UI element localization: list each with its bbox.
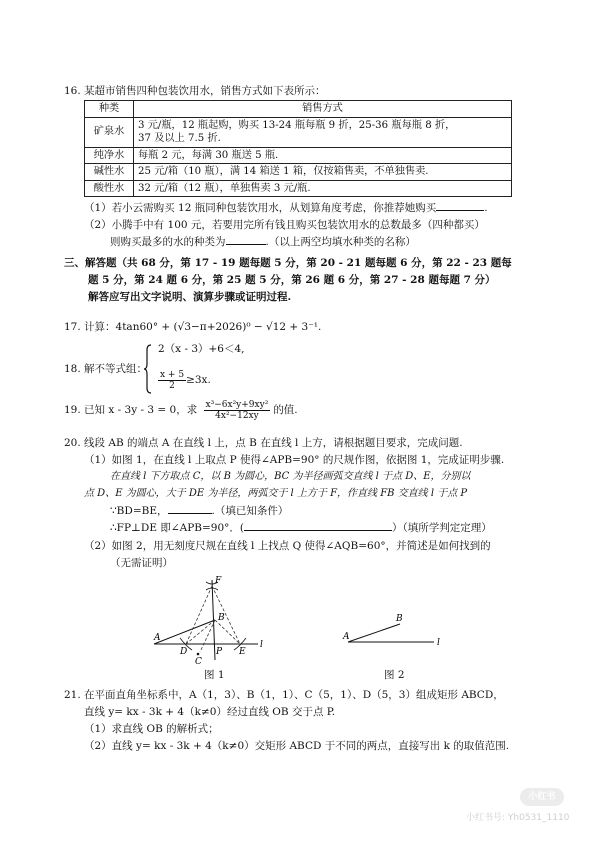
q20-part1-line5 [110, 521, 492, 535]
q20-part2-line1: （2）如图 2，用无刻度尺规在直线 l 上找点 Q 使得∠AQB=60°，并简述是如何找到的 [84, 540, 491, 552]
table-cell-type: 酸性水 [85, 180, 134, 197]
q16-part2-post: .（以上两空均填水种类的名称） [265, 236, 416, 248]
q16-part1-end: . [484, 202, 488, 214]
q18-inequality-2 [158, 370, 211, 391]
label-l: l [260, 640, 263, 650]
q20-theorem-post: ）（填所学判定定理） [392, 522, 492, 534]
table-cell-type: 纯净水 [85, 147, 134, 164]
watermark-logo: 小红书 [520, 788, 564, 806]
table-cell-desc [134, 117, 512, 147]
table-row [85, 180, 512, 197]
fraction [204, 400, 271, 421]
q16-part1-text: （1）若小云需购买 12 瓶同种包装饮用水，从划算角度考虑，你推荐她购买 [84, 202, 437, 214]
segment-bd [186, 620, 215, 644]
q20-part1-line1: （1）如图 1，在直线 l 上取点 P 使得∠APB=90° 的尺规作图，依据图 1，完成证明步骤. [84, 454, 505, 466]
fraction-numerator: x + 5 [160, 370, 185, 380]
q20-part1-line2: 在直线 l 下方取点 C，以 B 为圆心，BC 为半径画弧交直线 l 于点 D、E，分别以 [110, 471, 471, 482]
label-d: D [180, 647, 188, 657]
label-a: A [154, 633, 161, 643]
segment-be [215, 620, 240, 644]
arc-helper-line [212, 586, 240, 644]
q16-part2-line2 [110, 235, 416, 249]
table-header-row [85, 101, 512, 118]
answer-blank[interactable] [168, 513, 212, 514]
label-c: C [195, 657, 202, 667]
answer-blank[interactable] [226, 244, 266, 245]
figure-1 [140, 574, 280, 672]
q16-part2-line1: （2）小腾手中有 100 元，若要用完所有钱且购买包装饮用水的总数最多（四种都买） [84, 219, 485, 231]
section3-line3: 解答应写出文字说明、演算步骤或证明过程. [88, 291, 292, 303]
q21-line2: 直线 y= kx - 3k + 4（k≠0）经过直线 OB 交于点 P. [84, 706, 336, 718]
fraction [158, 370, 186, 391]
q19-pre: 19. 已知 x - 3y - 3 = 0，求 [64, 404, 198, 416]
q21-line1: 21. 在平面直角坐标系中，A（1，3）、B（1，1）、C（5，1）、D（5，3）组成矩形 ABCD， [64, 689, 504, 701]
q21-line4: （2）直线 y= kx - 3k + 4（k≠0）交矩形 ABCD 于不同的两点，直接写出 k 的取值范围. [84, 740, 510, 752]
q20-given-post: .（填已知条件） [211, 505, 289, 517]
desc-line: 3 元/瓶，12 瓶起购，购买 13-24 瓶每瓶 9 折，25-36 瓶每瓶 8 折， [138, 119, 456, 131]
q20-part1-line4 [110, 504, 288, 518]
table-row [85, 117, 512, 147]
section3-line2: 题 5 分，第 24 题 6 分，第 25 题 5 分，第 26 题 6 分，第 27 - 28 题每题 7 分） [88, 274, 496, 286]
label-b: B [218, 613, 225, 623]
figure-2 [336, 604, 456, 654]
q21-line3: （1）求直线 OB 的解析式； [84, 723, 219, 735]
figure-2-caption: 图 2 [384, 669, 405, 681]
fraction-denominator: 4x²−12xy [215, 411, 259, 421]
table-header: 种类 [85, 101, 134, 118]
label-b: B [396, 614, 403, 624]
q19-post: 的值. [273, 404, 298, 416]
segment-ab [348, 624, 400, 642]
label-f: F [215, 576, 222, 586]
fraction-denominator: 2 [169, 381, 175, 391]
sales-table [84, 100, 512, 197]
section3-line1: 三、解答题（共 68 分，第 17 - 19 题每题 5 分，第 20 - 21 题每题 6 分，第 22 - 23 题每 [64, 257, 512, 269]
table-row [85, 164, 512, 181]
answer-blank[interactable] [436, 210, 484, 211]
table-cell-type: 碱性水 [85, 164, 134, 181]
q20-part1-line3: 点 D、E 为圆心，大于 DE 为半径，两弧交于 l 上方于 F，作直线 FB 交直线 l 于点 P [84, 488, 468, 499]
point-c [197, 653, 200, 656]
desc-line: 37 及以上 7.5 折. [138, 133, 221, 144]
fraction-numerator: x³−6x²y+9xy² [205, 400, 269, 410]
q18-stem: 18. 解不等式组： [64, 363, 148, 375]
inequality-rest: ≥3x. [186, 374, 211, 386]
answer-blank[interactable] [244, 530, 392, 531]
label-l: l [437, 638, 440, 648]
q18-inequality-1: 2（x - 3）+6＜4, [158, 343, 245, 355]
table-cell-type: 矿泉水 [85, 117, 134, 147]
label-p: P [216, 647, 223, 657]
q16-part1 [84, 201, 488, 215]
left-brace-icon [144, 344, 152, 394]
table-header: 销售方式 [134, 101, 512, 118]
q17-text: 17. 计算：4tan60° + (√3−π+2026)⁰ − √12 + 3⁻¹. [64, 321, 322, 333]
label-a: A [343, 632, 350, 642]
table-row [85, 147, 512, 164]
q19-line [64, 400, 298, 421]
q20-theorem-pre: ∴FP⊥DE 即∠APB=90°．( [110, 522, 244, 534]
q20-part2-line2: （无需证明） [110, 557, 173, 569]
q16-stem: 16. 某超市销售四种包装饮用水，销售方式如下表所示： [64, 85, 326, 97]
q16-part2-pre: 则购买最多的水的种类为 [110, 236, 226, 248]
table-cell-desc: 32 元/箱（12 瓶），单独售卖 3 元/瓶. [134, 180, 512, 197]
q20-stem: 20. 线段 AB 的端点 A 在直线 l 上，点 B 在直线 l 上方，请根据题目要求，完成问题. [64, 437, 463, 449]
q20-given-pre: ∵BD=BE， [110, 505, 168, 517]
table-cell-desc: 每瓶 2 元，每满 30 瓶送 5 瓶. [134, 147, 512, 164]
watermark-id: 小红书号: Yh0531_1110 [466, 813, 570, 823]
figure-1-caption: 图 1 [204, 669, 225, 681]
table-cell-desc: 25 元/箱（10 瓶），满 14 箱送 1 箱，仅按箱售卖，不单独售卖. [134, 164, 512, 181]
label-e: E [239, 647, 246, 657]
